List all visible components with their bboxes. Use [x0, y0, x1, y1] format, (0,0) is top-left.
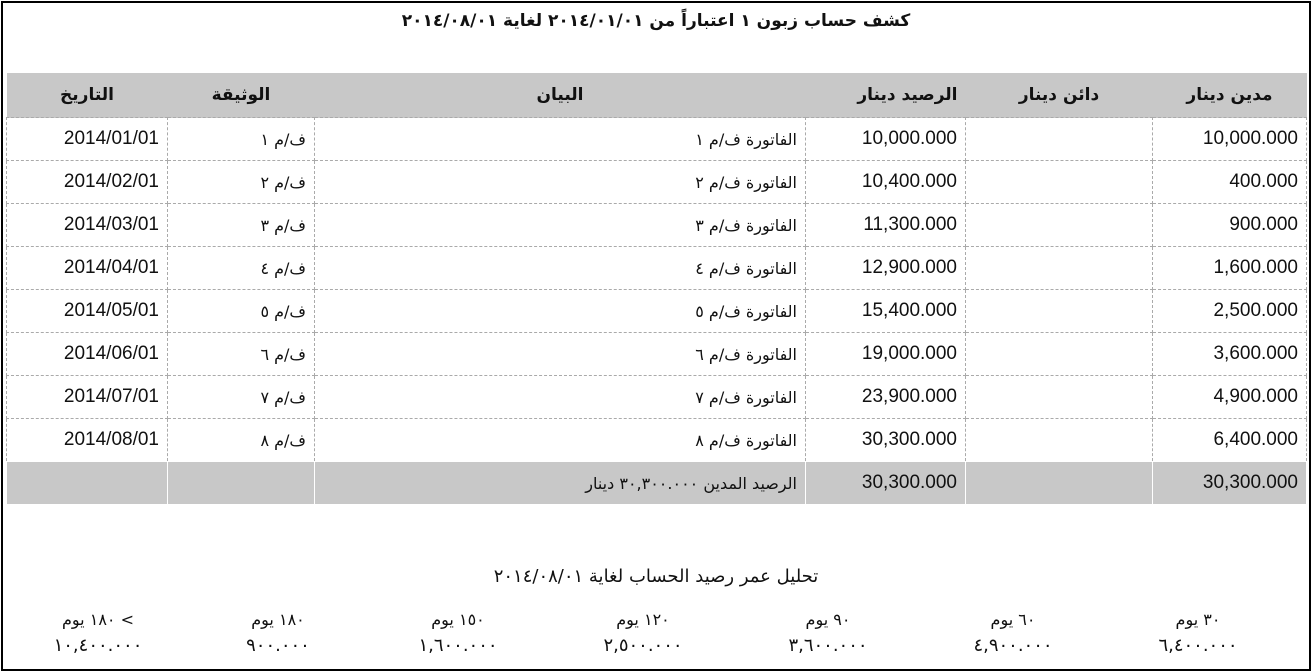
aging-title: تحليل عمر رصيد الحساب لغاية ٢٠١٤/٠٨/٠١ — [493, 566, 819, 587]
aging-amount: ٦,٤٠٠.٠٠٠ — [1158, 635, 1238, 656]
total-row — [7, 462, 1307, 505]
aging-amount: ١٠,٤٠٠.٠٠٠ — [53, 635, 143, 656]
aging-amount: ٢,٥٠٠.٠٠٠ — [603, 635, 683, 656]
cell-description: الفاتورة ف/م ٨ — [315, 419, 806, 462]
cell-date: 2014/07/01 — [7, 376, 168, 419]
aging-bucket — [558, 607, 728, 659]
aging-section — [43, 607, 1283, 663]
cell-credit — [966, 419, 1153, 462]
table-row — [7, 376, 1307, 419]
aging-label: ١٢٠ يوم — [616, 610, 670, 629]
aging-amount: ١,٦٠٠.٠٠٠ — [418, 635, 498, 656]
cell-date: 2014/05/01 — [7, 290, 168, 333]
total-balance: 30,300.000 — [806, 462, 966, 505]
cell-credit — [966, 204, 1153, 247]
cell-debit: 6,400.000 — [1153, 419, 1307, 462]
cell-debit: 900.000 — [1153, 204, 1307, 247]
header-debit: مدين دينار — [1153, 73, 1307, 118]
cell-date: 2014/08/01 — [7, 419, 168, 462]
total-credit — [966, 462, 1153, 505]
cell-document: ف/م ١ — [168, 118, 315, 161]
cell-description: الفاتورة ف/م ٤ — [315, 247, 806, 290]
cell-description: الفاتورة ف/م ١ — [315, 118, 806, 161]
aging-label: ١٥٠ يوم — [431, 610, 485, 629]
aging-label: ٣٠ يوم — [1175, 610, 1221, 629]
cell-description: الفاتورة ف/م ٣ — [315, 204, 806, 247]
cell-debit: 1,600.000 — [1153, 247, 1307, 290]
cell-credit — [966, 161, 1153, 204]
header-balance: الرصيد دينار — [806, 73, 966, 118]
aging-amount: ٩٠٠.٠٠٠ — [246, 635, 310, 656]
cell-credit — [966, 290, 1153, 333]
cell-balance: 23,900.000 — [806, 376, 966, 419]
aging-bucket — [1113, 607, 1283, 659]
cell-document: ف/م ٥ — [168, 290, 315, 333]
cell-date: 2014/02/01 — [7, 161, 168, 204]
aging-label: ٩٠ يوم — [805, 610, 851, 629]
aging-bucket — [928, 607, 1098, 659]
cell-credit — [966, 376, 1153, 419]
header-date: التاريخ — [7, 73, 168, 118]
cell-date: 2014/03/01 — [7, 204, 168, 247]
header-row — [7, 73, 1307, 118]
cell-debit: 4,900.000 — [1153, 376, 1307, 419]
header-document: الوثيقة — [168, 73, 315, 118]
header-description: البيان — [315, 73, 806, 118]
cell-description: الفاتورة ف/م ٧ — [315, 376, 806, 419]
cell-balance: 12,900.000 — [806, 247, 966, 290]
cell-document: ف/م ٦ — [168, 333, 315, 376]
aging-amount: ٣,٦٠٠.٠٠٠ — [788, 635, 868, 656]
table-row — [7, 204, 1307, 247]
cell-balance: 10,400.000 — [806, 161, 966, 204]
cell-document: ف/م ٨ — [168, 419, 315, 462]
statement-table — [6, 73, 1307, 505]
report-title: كشف حساب زبون ١ اعتباراً من ٢٠١٤/٠١/٠١ لغاية ٢٠١٤/٠٨/٠١ — [401, 11, 911, 31]
cell-credit — [966, 247, 1153, 290]
cell-date: 2014/06/01 — [7, 333, 168, 376]
cell-credit — [966, 118, 1153, 161]
cell-balance: 15,400.000 — [806, 290, 966, 333]
table-row — [7, 333, 1307, 376]
aging-label: ٦٠ يوم — [990, 610, 1036, 629]
cell-date: 2014/01/01 — [7, 118, 168, 161]
aging-bucket — [373, 607, 543, 659]
cell-debit: 2,500.000 — [1153, 290, 1307, 333]
total-description: الرصيد المدين ٣٠,٣٠٠.٠٠٠ دينار — [315, 462, 806, 505]
cell-document: ف/م ٣ — [168, 204, 315, 247]
table-row — [7, 118, 1307, 161]
aging-bucket — [743, 607, 913, 659]
table-row — [7, 247, 1307, 290]
aging-bucket — [193, 607, 363, 659]
total-date — [7, 462, 168, 505]
report-frame — [1, 1, 1311, 671]
cell-debit: 10,000.000 — [1153, 118, 1307, 161]
table-row — [7, 161, 1307, 204]
cell-balance: 10,000.000 — [806, 118, 966, 161]
cell-debit: 400.000 — [1153, 161, 1307, 204]
cell-credit — [966, 333, 1153, 376]
cell-date: 2014/04/01 — [7, 247, 168, 290]
cell-document: ف/م ٤ — [168, 247, 315, 290]
cell-document: ف/م ٢ — [168, 161, 315, 204]
header-credit: دائن دينار — [966, 73, 1153, 118]
cell-balance: 19,000.000 — [806, 333, 966, 376]
table-row — [7, 290, 1307, 333]
cell-description: الفاتورة ف/م ٥ — [315, 290, 806, 333]
total-document — [168, 462, 315, 505]
total-debit: 30,300.000 — [1153, 462, 1307, 505]
cell-debit: 3,600.000 — [1153, 333, 1307, 376]
aging-bucket — [13, 607, 183, 659]
cell-description: الفاتورة ف/م ٢ — [315, 161, 806, 204]
aging-label: ١٨٠ يوم — [251, 610, 305, 629]
table-row — [7, 419, 1307, 462]
cell-description: الفاتورة ف/م ٦ — [315, 333, 806, 376]
aging-label: > ١٨٠ يوم — [62, 610, 134, 629]
cell-balance: 11,300.000 — [806, 204, 966, 247]
cell-balance: 30,300.000 — [806, 419, 966, 462]
cell-document: ف/م ٧ — [168, 376, 315, 419]
aging-amount: ٤,٩٠٠.٠٠٠ — [973, 635, 1053, 656]
